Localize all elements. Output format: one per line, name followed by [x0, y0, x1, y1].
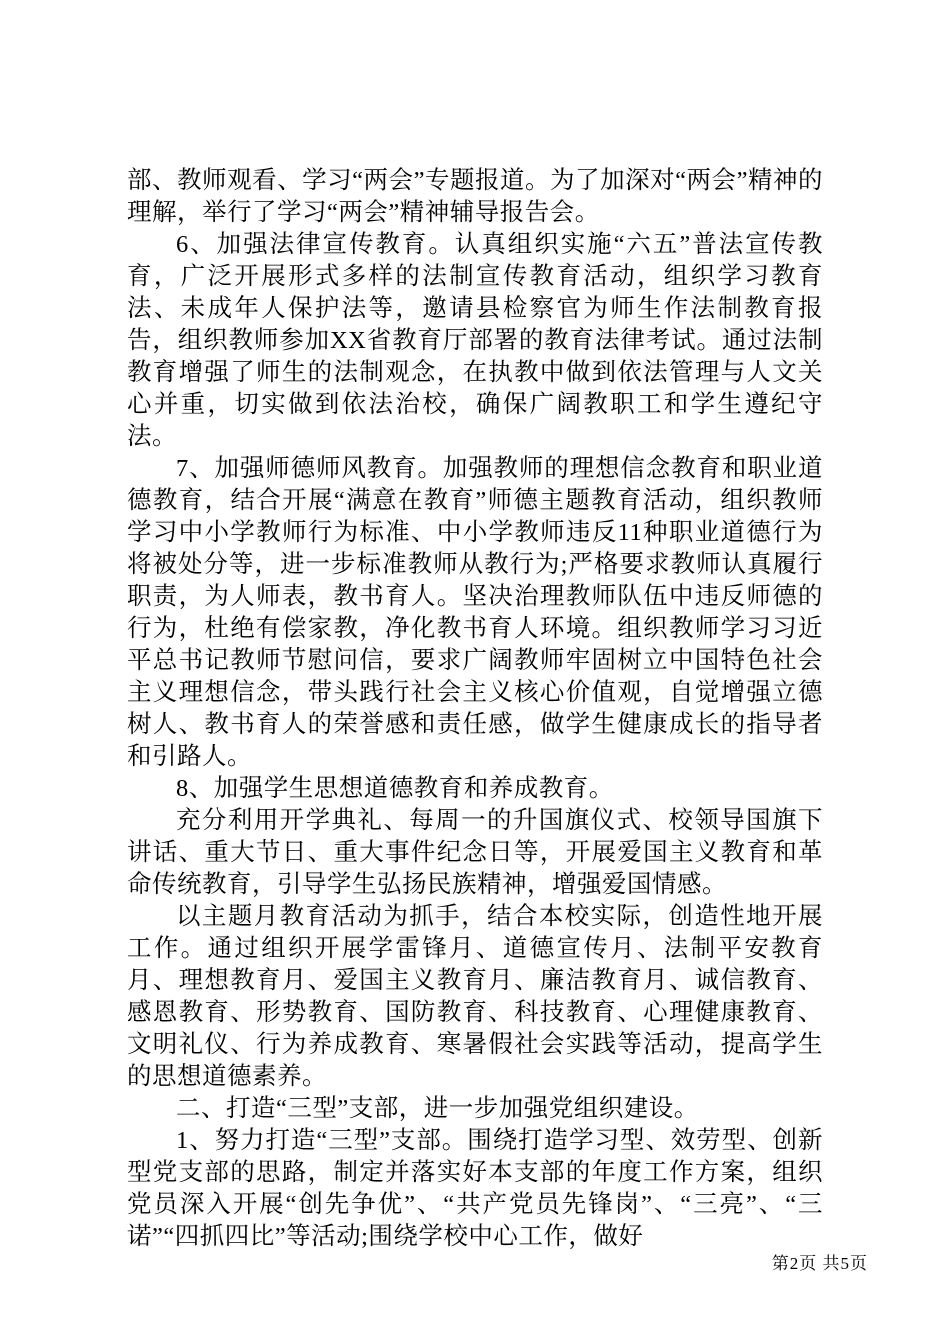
paragraph: 以主题月教育活动为抓手，结合本校实际，创造性地开展工作。通过组织开展学雷锋月、道德宣传月、法制平安教育月、理想教育月、爱国主义教育月、廉洁教育月、诚信教育、感恩教育、形势教育、国防教育、科技教育、心理健康教育、文明礼仪、行为养成教育、寒暑假社会实践等活动，提高学生的思想道德素养。 — [127, 903, 823, 1090]
page-footer: 第2页 共5页 — [771, 1254, 868, 1273]
paragraph: 6、加强法律宣传教育。认真组织实施“六五”普法宣传教育，广泛开展形式多样的法制宣传教育活动，组织学习教育法、未成年人保护法等，邀请县检察官为师生作法制教育报告，组织教师参加XX省教育厅部署的教育法律考试。通过法制教育增强了师生的法制观念，在执教中做到依法管理与人文关心并重，切实做到依法治校，确保广阔教职工和学生遵纪守法。 — [127, 231, 823, 450]
document-body — [127, 165, 823, 1253]
paragraph: 充分利用开学典礼、每周一的升国旗仪式、校领导国旗下讲话、重大节日、重大事件纪念日等，开展爱国主义教育和革命传统教育，引导学生弘扬民族精神，增强爱国情感。 — [127, 807, 823, 898]
paragraph: 7、加强师德师风教育。加强教师的理想信念教育和职业道德教育，结合开展“满意在教育”师德主题教育活动，组织教师学习中小学教师行为标准、中小学教师违反11种职业道德行为将被处分等，进一步标准教师从教行为;严格要求教师认真履行职责，为人师表，教书育人。坚决治理教师队伍中违反师德的行为，杜绝有偿家教，净化教书育人环境。组织教师学习习近平总书记教师节慰问信，要求广阔教师牢固树立中国特色社会主义理想信念，带头践行社会主义核心价值观，自觉增强立德树人、教书育人的荣誉感和责任感，做学生健康成长的指导者和引路人。 — [127, 455, 823, 770]
paragraph: 8、加强学生思想道德教育和养成教育。 — [176, 775, 614, 802]
paragraph: 部、教师观看、学习“两会”专题报道。为了加深对“两会”精神的理解，举行了学习“两会”精神辅导报告会。 — [127, 167, 823, 226]
paragraph: 1、努力打造“三型”支部。围绕打造学习型、效劳型、创新型党支部的思路，制定并落实好本支部的年度工作方案，组织党员深入开展“创先争优”、“共产党员先锋岗”、“三亮”、“三诺”“四抓四比”等活动;围绕学校中心工作，做好 — [127, 1127, 823, 1250]
paragraph: 二、打造“三型”支部，进一步加强党组织建设。 — [176, 1095, 699, 1122]
